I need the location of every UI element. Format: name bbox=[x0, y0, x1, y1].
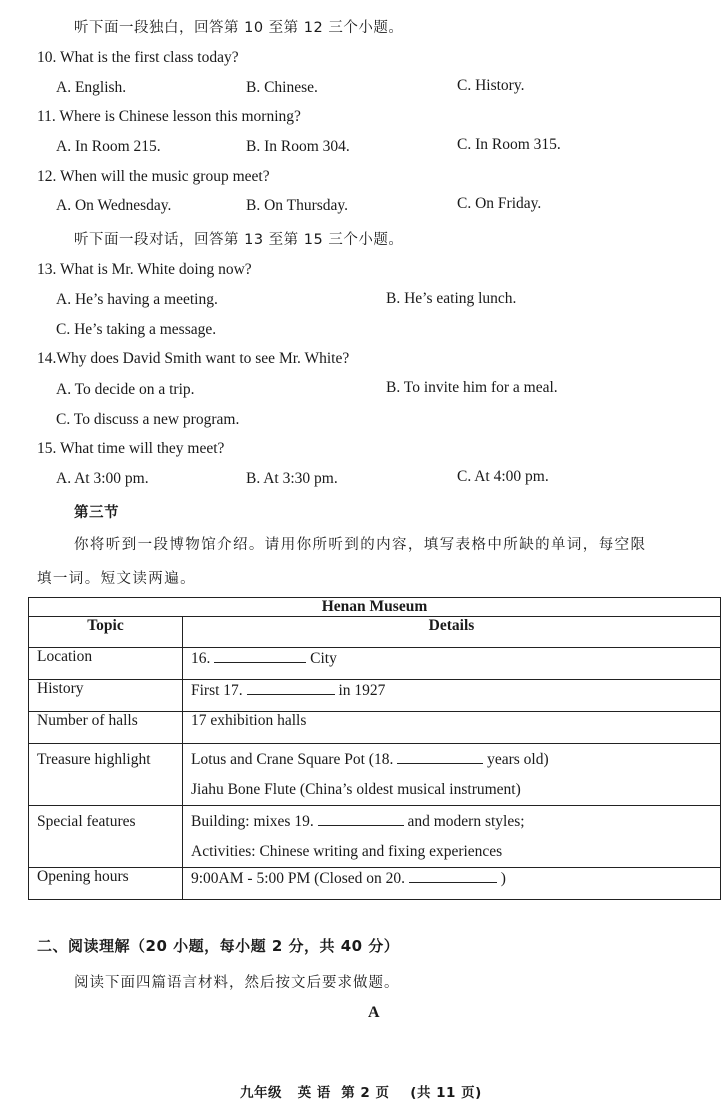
details-cell: 17 exhibition halls bbox=[183, 712, 721, 744]
details-cell: 16. City bbox=[183, 648, 721, 680]
q14-option-a: A. To decide on a trip. bbox=[56, 381, 195, 398]
q12-option-c: C. On Friday. bbox=[457, 195, 542, 212]
topic-cell: Number of halls bbox=[29, 712, 183, 744]
column-header-topic: Topic bbox=[29, 617, 183, 648]
details-cell: 9:00AM - 5:00 PM (Closed on 20. ) bbox=[183, 868, 721, 900]
page-footer: 九年级 英 语 第 2 页 (共 11 页) bbox=[240, 1085, 482, 1101]
question-14: 14.Why does David Smith want to see Mr. White? bbox=[37, 350, 350, 367]
details-cell: First 17. in 1927 bbox=[183, 680, 721, 712]
q13-option-c: C. He’s taking a message. bbox=[56, 321, 217, 338]
topic-cell: History bbox=[29, 680, 183, 712]
part3-instruction-line1: 你将听到一段博物馆介绍。请用你所听到的内容，填写表格中所缺的单词，每空限 bbox=[74, 537, 647, 553]
details-cell: Building: mixes 19. and modern styles; Activities: Chinese writing and fixing experiences bbox=[183, 806, 721, 868]
part3-instruction-line2: 填一词。短文读两遍。 bbox=[37, 571, 196, 587]
q11-option-a: A. In Room 215. bbox=[56, 138, 161, 155]
question-13: 13. What is Mr. White doing now? bbox=[37, 261, 252, 278]
q15-option-a: A. At 3:00 pm. bbox=[56, 470, 149, 487]
answer-blank-18[interactable] bbox=[397, 749, 483, 764]
column-header-details: Details bbox=[183, 617, 721, 648]
q13-option-a: A. He’s having a meeting. bbox=[56, 291, 218, 308]
museum-table bbox=[28, 597, 721, 900]
reading-heading: 二、阅读理解（20 小题，每小题 2 分，共 40 分） bbox=[37, 937, 400, 955]
q10-option-b: B. Chinese. bbox=[246, 79, 318, 96]
question-10: 10. What is the first class today? bbox=[37, 49, 239, 66]
q10-option-c: C. History. bbox=[457, 77, 525, 94]
reading-instruction: 阅读下面四篇语言材料，然后按文后要求做题。 bbox=[74, 975, 400, 991]
q15-option-c: C. At 4:00 pm. bbox=[457, 468, 549, 485]
q11-option-c: C. In Room 315. bbox=[457, 136, 561, 153]
q12-option-b: B. On Thursday. bbox=[246, 197, 349, 214]
topic-cell: Opening hours bbox=[29, 868, 183, 900]
table-row bbox=[29, 648, 721, 680]
table-title: Henan Museum bbox=[29, 598, 721, 617]
question-15: 15. What time will they meet? bbox=[37, 440, 225, 457]
q12-option-a: A. On Wednesday. bbox=[56, 197, 172, 214]
answer-blank-20[interactable] bbox=[409, 868, 497, 883]
part3-heading: 第三节 bbox=[74, 505, 119, 521]
passage-label: A bbox=[368, 1004, 380, 1021]
q10-option-a: A. English. bbox=[56, 79, 127, 96]
answer-blank-17[interactable] bbox=[247, 680, 335, 695]
topic-cell: Location bbox=[29, 648, 183, 680]
q15-option-b: B. At 3:30 pm. bbox=[246, 470, 338, 487]
table-row bbox=[29, 680, 721, 712]
table-row bbox=[29, 744, 721, 806]
q13-option-b: B. He’s eating lunch. bbox=[386, 290, 517, 307]
section2-instruction: 听下面一段对话，回答第 13 至第 15 三个小题。 bbox=[74, 232, 404, 248]
topic-cell: Treasure highlight bbox=[29, 744, 183, 806]
q14-option-c: C. To discuss a new program. bbox=[56, 411, 240, 428]
table-row bbox=[29, 712, 721, 744]
topic-cell: Special features bbox=[29, 806, 183, 868]
question-11: 11. Where is Chinese lesson this morning? bbox=[37, 108, 301, 125]
q11-option-b: B. In Room 304. bbox=[246, 138, 350, 155]
table-row bbox=[29, 868, 721, 900]
table-row bbox=[29, 806, 721, 868]
q14-option-b: B. To invite him for a meal. bbox=[386, 379, 558, 396]
answer-blank-16[interactable] bbox=[214, 648, 306, 663]
answer-blank-19[interactable] bbox=[318, 811, 404, 826]
details-cell: Lotus and Crane Square Pot (18. years old) Jiahu Bone Flute (China’s oldest musical instrument) bbox=[183, 744, 721, 806]
section1-instruction: 听下面一段独白，回答第 10 至第 12 三个小题。 bbox=[74, 20, 404, 36]
question-12: 12. When will the music group meet? bbox=[37, 168, 270, 185]
